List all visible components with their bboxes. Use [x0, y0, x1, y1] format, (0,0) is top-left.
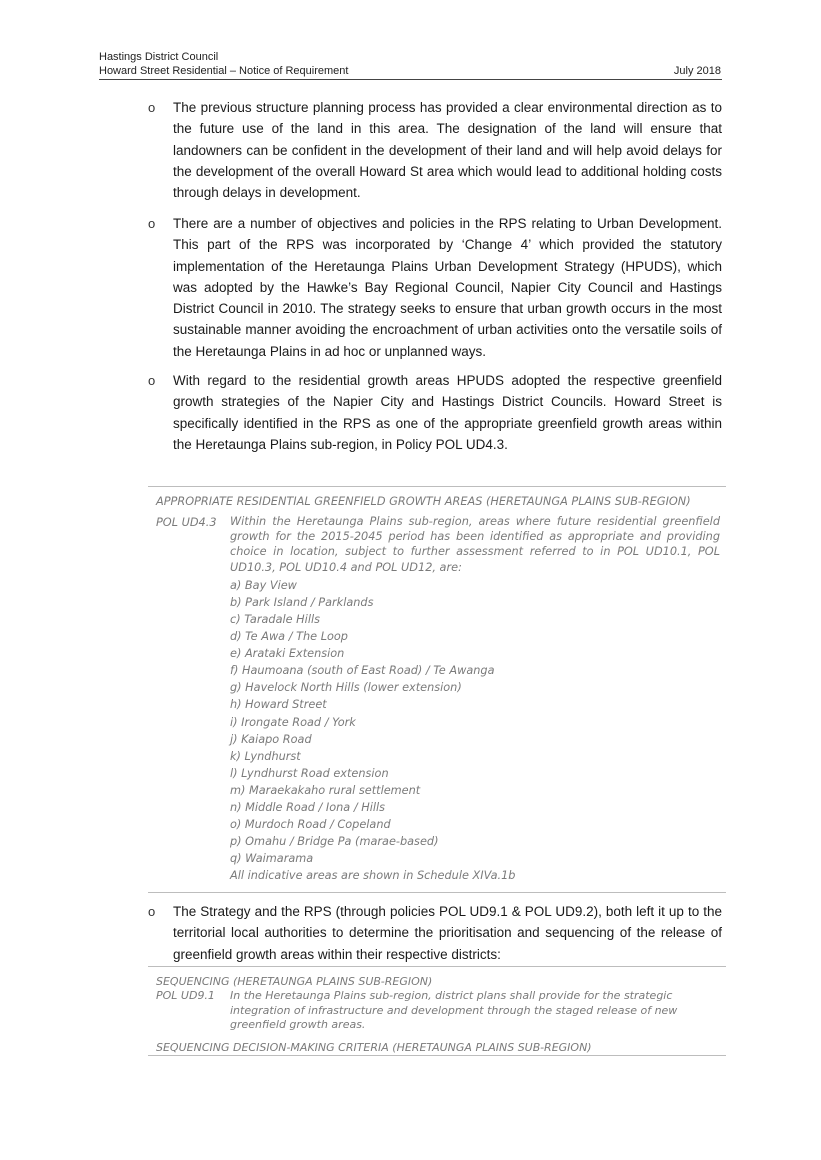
list-item: i) Irongate Road / York — [230, 715, 356, 729]
growth-area-list — [230, 577, 720, 885]
bullet-text: With regard to the residential growth areas HPUDS adopted the respective greenfield growth strategies of the Napier City and Hastings District Councils. Howard Street is specifically identified in the RPS as one of the appropriate greenfield growth areas within the Heretaunga Plains sub-region, in Policy POL UD4.3. — [173, 373, 722, 452]
list-item: f) Haumoana (south of East Road) / Te Awanga — [230, 664, 495, 678]
bullet-item — [148, 901, 722, 965]
list-item: k) Lyndhurst — [230, 749, 301, 763]
policy-title: SEQUENCING (HERETAUNGA PLAINS SUB-REGION) — [156, 975, 433, 988]
list-item: d) Te Awa / The Loop — [230, 630, 348, 644]
policy-code: POL UD9.1 — [156, 989, 215, 1002]
list-item: q) Waimarama — [230, 852, 314, 866]
bullet-text: The previous structure planning process has provided a clear environmental direction as to the future use of the land in this area. The designation of the land will ensure that landowners can be confident in the development of their land and will help avoid delays for the development of the overall Howard St area which would lead to additional holding costs through delays in development. — [173, 100, 722, 201]
bullet-marker-icon: o — [148, 100, 156, 115]
header-date: July 2018 — [673, 65, 721, 77]
list-item: j) Kaiapo Road — [230, 732, 312, 746]
bullet-item — [148, 370, 722, 455]
list-item: g) Havelock North Hills (lower extension) — [230, 681, 462, 695]
header-row — [99, 64, 722, 80]
bullet-marker-icon: o — [148, 373, 156, 388]
criteria-title: SEQUENCING DECISION-MAKING CRITERIA (HERETAUNGA PLAINS SUB-REGION) — [156, 1041, 592, 1054]
header-org: Hastings District Council — [99, 51, 219, 63]
bullet-marker-icon: o — [148, 904, 156, 919]
bullet-item — [148, 97, 722, 203]
policy-intro: Within the Heretaunga Plains sub-region, areas where future residential greenfield growth for the 2015-2045 period has been identified as appropriate and providing choice in location, subject to further assessment referred to in POL UD10.1, POL UD10.3, POL UD10.4 and POL UD12, are: — [230, 515, 720, 574]
policy-box-ud9-1 — [148, 966, 726, 1056]
page-header — [99, 50, 722, 80]
list-item: m) Maraekakaho rural settlement — [230, 783, 421, 797]
list-item: All indicative areas are shown in Schedule XIVa.1b — [230, 869, 516, 883]
list-item: p) Omahu / Bridge Pa (marae-based) — [230, 835, 439, 849]
policy-box-ud4-3 — [148, 486, 726, 893]
list-item: e) Arataki Extension — [230, 647, 345, 661]
list-item: b) Park Island / Parklands — [230, 595, 374, 609]
list-item: n) Middle Road / Iona / Hills — [230, 801, 386, 815]
bullet-item — [148, 213, 722, 362]
policy-title: APPROPRIATE RESIDENTIAL GREENFIELD GROWTH AREAS (HERETAUNGA PLAINS SUB-REGION) — [156, 495, 691, 508]
list-item: c) Taradale Hills — [230, 613, 320, 626]
policy-body — [230, 514, 720, 885]
list-item: h) Howard Street — [230, 698, 327, 712]
bullet-marker-icon: o — [148, 216, 156, 231]
policy-body: In the Heretaunga Plains sub-region, district plans shall provide for the strategic integration of infrastructure and development through the staged release of new greenfield growth areas. — [230, 989, 678, 1031]
list-item: a) Bay View — [230, 578, 297, 592]
bullet-text: There are a number of objectives and policies in the RPS relating to Urban Development. This part of the RPS was incorporated by ‘Change 4’ which provided the statutory implementation of the Heretaunga Plains Urban Development Strategy (HPUDS), which was adopted by the Hawke’s Bay Regional Council, Napier City Council and Hastings District Council in 2010. The strategy seeks to ensure that urban growth occurs in the most sustainable manner avoiding the encroachment of urban activities onto the versatile soils of the Heretaunga Plains in ad hoc or unplanned ways. — [173, 216, 722, 359]
bullet-text: The Strategy and the RPS (through policies POL UD9.1 & POL UD9.2), both left it up to the territorial local authorities to determine the prioritisation and sequencing of the release of greenfield growth areas within their respective districts: — [173, 904, 722, 962]
header-doc-title: Howard Street Residential – Notice of Requirement — [99, 65, 349, 77]
list-item: o) Murdoch Road / Copeland — [230, 818, 391, 832]
list-item: l) Lyndhurst Road extension — [230, 766, 389, 780]
policy-code: POL UD4.3 — [156, 516, 217, 529]
